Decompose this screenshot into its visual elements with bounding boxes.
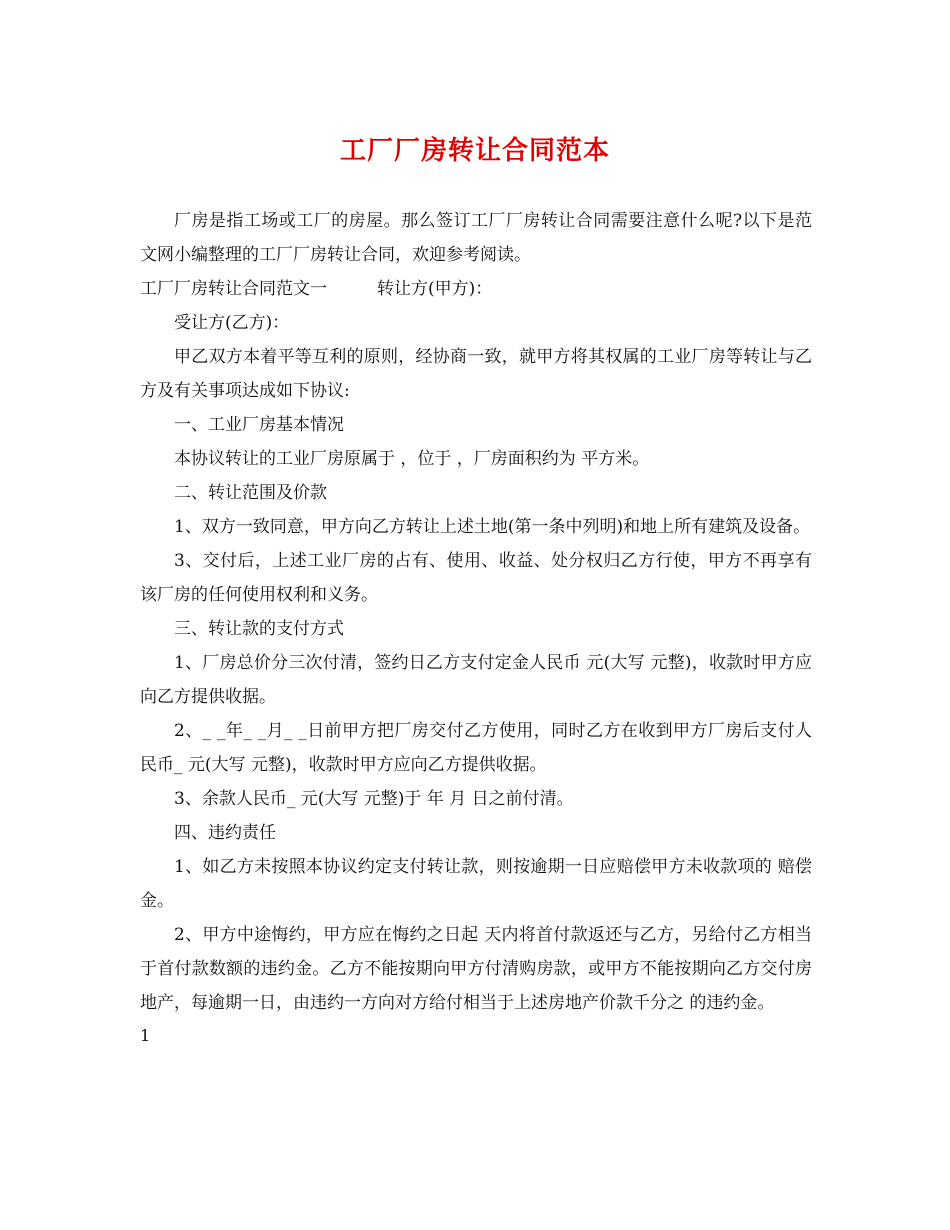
intro-paragraph: 厂房是指工场或工厂的房屋。那么签订工厂厂房转让合同需要注意什么呢?以下是范文网小编整理的工厂厂房转让合同，欢迎参考阅读。 [140,211,812,265]
scope-clause-1: 1、双方一致同意，甲方向乙方转让上述土地(第一条中列明)和地上所有建筑及设备。 [174,517,811,537]
liability-clause-2: 2、甲方中途悔约，甲方应在悔约之日起 天内将首付款返还与乙方，另给付乙方相当于首付款数额的违约金。乙方不能按期向甲方付清购房款，或甲方不能按期向乙方交付房地产，每逾期一日，由违约一方向对方给付相当于上述房地产价款千分之 的违约金。 [140,925,812,1013]
section-heading-payment: 三、转让款的支付方式 [174,619,344,639]
scope-clause-3: 3、交付后，上述工业厂房的占有、使用、收益、处分权归乙方行使，甲方不再享有该厂房的任何使用权利和义务。 [140,551,812,605]
section-heading-liability: 四、违约责任 [174,823,276,843]
agreement-preamble: 甲乙双方本着平等互利的原则，经协商一致，就甲方将其权属的工业厂房等转让与乙方及有关事项达成如下协议: [140,347,812,401]
contract-sample-heading: 工厂厂房转让合同范文一 [140,279,327,299]
liability-clause-1: 1、如乙方未按照本协议约定支付转让款，则按逾期一日应赔偿甲方未收款项的 赔偿金。 [140,857,812,911]
payment-clause-1: 1、厂房总价分三次付清，签约日乙方支付定金人民币 元(大写 元整)，收款时甲方应向乙方提供收据。 [140,653,812,707]
transferor-label: 转让方(甲方)： [377,279,493,299]
transferee-label: 受让方(乙方)： [174,313,290,333]
section-heading-scope-price: 二、转让范围及价款 [174,483,327,503]
payment-clause-3: 3、余款人民币_ 元(大写 元整)于 年 月 日之前付清。 [174,789,574,809]
document-title: 工厂厂房转让合同范本 [339,136,610,166]
payment-clause-2: 2、_ _年_ _月_ _日前甲方把厂房交付乙方使用，同时乙方在收到甲方厂房后支付人民币_ 元(大写 元整)，收款时甲方应向乙方提供收据。 [140,721,812,775]
page-number: 1 [140,1026,151,1045]
document-body [140,204,812,1020]
section-heading-basic-info: 一、工业厂房基本情况 [174,415,344,435]
contract-heading-line [140,272,812,306]
basic-info-paragraph: 本协议转让的工业厂房原属于 ，位于 ，厂房面积约为 平方米。 [174,449,650,469]
